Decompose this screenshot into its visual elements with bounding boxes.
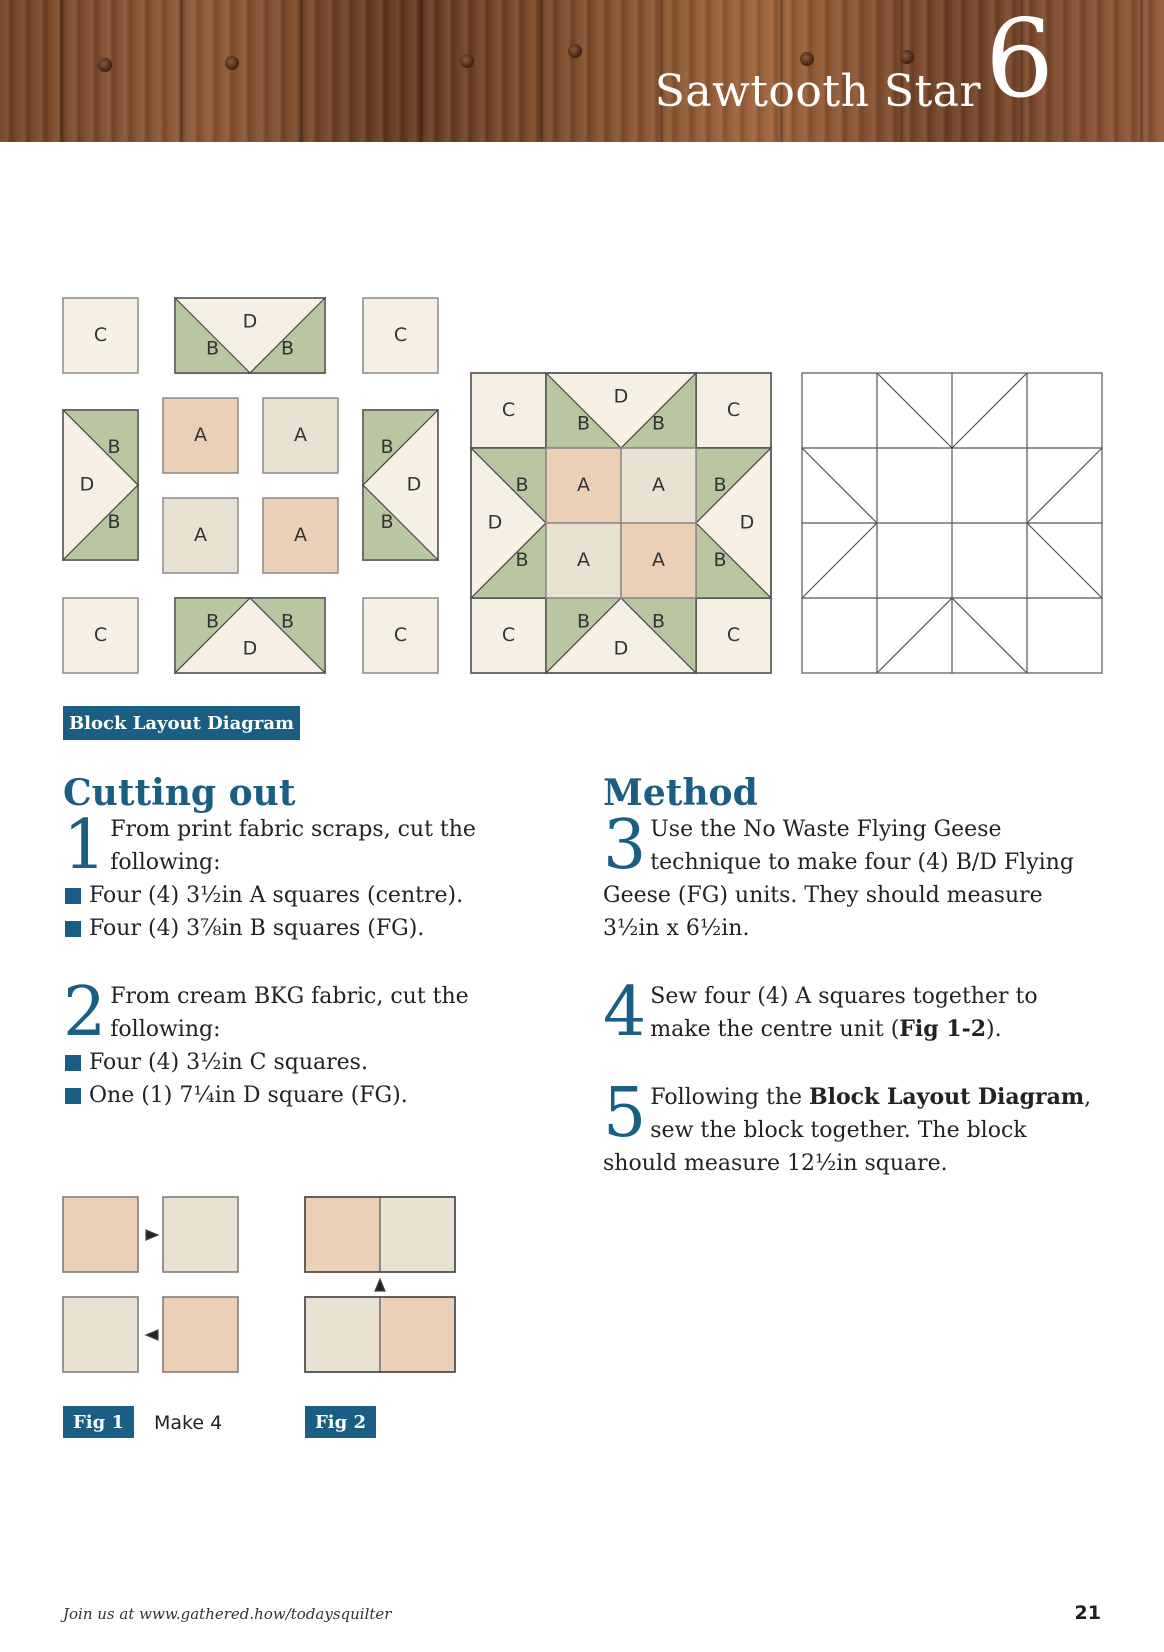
patch-label-b: B bbox=[205, 337, 220, 360]
fig2-a-square bbox=[305, 1297, 380, 1372]
patch-label-b: B bbox=[107, 436, 121, 458]
page-title: Sawtooth Star bbox=[654, 66, 981, 117]
patch-label-d: D bbox=[613, 637, 629, 660]
patch-label-b: B bbox=[280, 337, 295, 360]
fig2-a-square bbox=[380, 1197, 455, 1272]
step-4-text-end: ). bbox=[986, 1017, 1002, 1042]
patch-label-a: A bbox=[577, 474, 590, 496]
step-5-diagram-ref: Block Layout Diagram bbox=[809, 1084, 1085, 1110]
patch-label-b: B bbox=[576, 412, 591, 435]
step-2-number: 2 bbox=[63, 973, 107, 1052]
patch-label-d: D bbox=[613, 385, 629, 408]
step-2-intro: From cream BKG fabric, cut the following: bbox=[110, 984, 469, 1042]
patch-label-d: D bbox=[406, 473, 422, 496]
step-1-bullet-2: Four (4) 3⅞in B squares (FG). bbox=[63, 912, 483, 945]
arrow-right-icon bbox=[146, 1230, 158, 1240]
patch-label-c: C bbox=[93, 624, 108, 646]
patch-label-b: B bbox=[713, 474, 727, 496]
patch-label-b: B bbox=[515, 549, 529, 571]
patch-label-b: B bbox=[280, 610, 295, 633]
patch-label-c: C bbox=[726, 624, 741, 646]
step-2-bullet-2: One (1) 7¼in D square (FG). bbox=[63, 1079, 483, 1112]
step-3-number: 3 bbox=[603, 806, 647, 885]
patch-label-b: B bbox=[713, 549, 727, 571]
step-3-text: Use the No Waste Flying Geese technique to make four (4) B/D Flying Geese (FG) units. They should measure 3½in x 6½in. bbox=[603, 817, 1074, 941]
fig1-a-square bbox=[63, 1197, 138, 1272]
step-1-bullet-1: Four (4) 3½in A squares (centre). bbox=[63, 879, 483, 912]
patch-label-d: D bbox=[79, 473, 95, 496]
method-heading: Method bbox=[603, 772, 758, 814]
fig1-a-square bbox=[163, 1297, 238, 1372]
patch-label-a: A bbox=[652, 474, 665, 496]
fig2-a-square bbox=[305, 1197, 380, 1272]
step-4-text: Sew four (4) A squares together to make the centre unit ( bbox=[650, 984, 1038, 1042]
patch-label-b: B bbox=[576, 610, 591, 633]
patch-label-b: B bbox=[205, 610, 220, 633]
step-2-bullet-1: Four (4) 3½in C squares. bbox=[63, 1046, 483, 1079]
arrow-left-icon bbox=[146, 1330, 158, 1340]
step-5-text: Following the bbox=[650, 1085, 810, 1110]
patch-label-b: B bbox=[107, 511, 121, 533]
step-1-intro: From print fabric scraps, cut the following: bbox=[110, 817, 476, 875]
step-5-number: 5 bbox=[603, 1074, 647, 1153]
patch-label-a: A bbox=[294, 424, 307, 446]
fig-2-caption: Fig 2 bbox=[305, 1406, 376, 1438]
step-5-text-end: , sew the block together. The block should measure 12½in square. bbox=[603, 1085, 1092, 1176]
patch-label-b: B bbox=[380, 511, 394, 533]
patch-label-a: A bbox=[194, 424, 207, 446]
patch-label-b: B bbox=[651, 610, 666, 633]
cutting-out-heading: Cutting out bbox=[63, 772, 296, 814]
step-3 bbox=[603, 806, 1103, 945]
step-4-fig-ref: Fig 1-2 bbox=[899, 1016, 987, 1042]
patch-label-c: C bbox=[501, 399, 516, 421]
patch-label-a: A bbox=[294, 524, 307, 546]
fig-1-caption: Fig 1 bbox=[63, 1406, 134, 1438]
patch-label-c: C bbox=[501, 624, 516, 646]
patch-label-c: C bbox=[726, 399, 741, 421]
block-layout-caption: Block Layout Diagram bbox=[63, 706, 300, 740]
footer-link-text: Join us at www.gathered.how/todaysquilter bbox=[63, 1605, 392, 1623]
fig1-a-square bbox=[63, 1297, 138, 1372]
fig2-a-square bbox=[380, 1297, 455, 1372]
chapter-number: 6 bbox=[985, 0, 1054, 122]
step-1 bbox=[63, 806, 483, 945]
patch-label-a: A bbox=[577, 549, 590, 571]
make-4-note: Make 4 bbox=[154, 1412, 223, 1434]
patch-label-b: B bbox=[651, 412, 666, 435]
patch-label-d: D bbox=[487, 511, 503, 534]
fig1-a-square bbox=[163, 1197, 238, 1272]
step-4-number: 4 bbox=[603, 973, 647, 1052]
patch-label-a: A bbox=[652, 549, 665, 571]
step-5 bbox=[603, 1074, 1103, 1180]
step-1-number: 1 bbox=[63, 806, 107, 885]
patch-label-d: D bbox=[242, 310, 258, 333]
patch-label-b: B bbox=[515, 474, 529, 496]
patch-label-c: C bbox=[393, 324, 408, 346]
patch-label-b: B bbox=[380, 436, 394, 458]
patch-label-a: A bbox=[194, 524, 207, 546]
step-4 bbox=[603, 973, 1103, 1052]
patch-label-d: D bbox=[739, 511, 755, 534]
arrow-up-icon bbox=[375, 1279, 385, 1291]
step-2 bbox=[63, 973, 483, 1112]
patch-label-d: D bbox=[242, 637, 258, 660]
page-number: 21 bbox=[1074, 1602, 1101, 1624]
patch-label-c: C bbox=[393, 624, 408, 646]
patch-label-c: C bbox=[93, 324, 108, 346]
